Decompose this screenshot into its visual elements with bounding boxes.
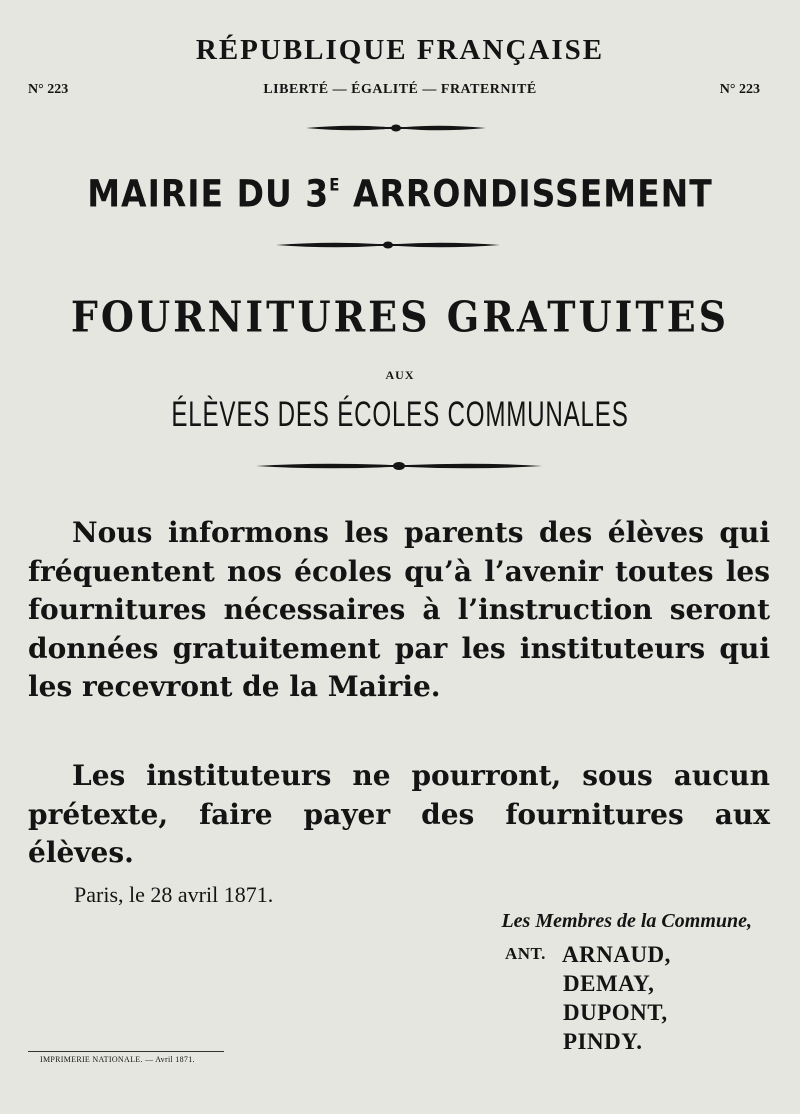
signatory-name: ARNAUD, [562, 942, 671, 967]
body-paragraph-1: Nous informons les parents des élèves qui fréquentent nos écoles qu’à l’avenir toutes les fournitures nécessaires à l’instruction seront données gratuitement par les instituteurs qui les recevront de la Mairie. [28, 516, 770, 703]
signatory-name: DUPONT, [563, 1000, 668, 1025]
signatory-name: DEMAY, [563, 971, 655, 996]
ornament-rule-middle [0, 238, 800, 252]
ornament-rule-bottom [0, 458, 800, 474]
republic-heading: RÉPUBLIQUE FRANÇAISE [195, 34, 605, 66]
mairie-heading [0, 172, 800, 216]
signatories-title: Les Membres de la Commune, [501, 910, 752, 932]
aux-label: AUX [385, 368, 415, 382]
main-title: FOURNITURES GRATUITES [70, 291, 730, 342]
mairie-suffix: ARRONDISSEMENT [340, 171, 713, 216]
motto: LIBERTÉ — ÉGALITÉ — FRATERNITÉ [263, 82, 537, 97]
number-left: N° 223 [28, 82, 69, 97]
body-paragraph-2: Les instituteurs ne pourront, sous aucun prétexte, faire payer des fournitures aux élèves. [28, 759, 770, 869]
mairie-sup: E [329, 175, 341, 196]
date-line: Paris, le 28 avril 1871. [74, 882, 274, 907]
printer-imprint: IMPRIMERIE NATIONALE. — Avril 1871. [40, 1055, 195, 1064]
signatory-name: PINDY. [563, 1029, 643, 1054]
mairie-prefix: MAIRIE DU 3 [87, 171, 330, 216]
ornament-rule-top [0, 121, 800, 135]
number-right: N° 223 [719, 82, 760, 97]
imprint-divider [28, 1051, 224, 1052]
subtitle: ÉLÈVES DES ÉCOLES COMMUNALES [171, 394, 629, 435]
signatory-prefix: ANT. [505, 944, 546, 963]
